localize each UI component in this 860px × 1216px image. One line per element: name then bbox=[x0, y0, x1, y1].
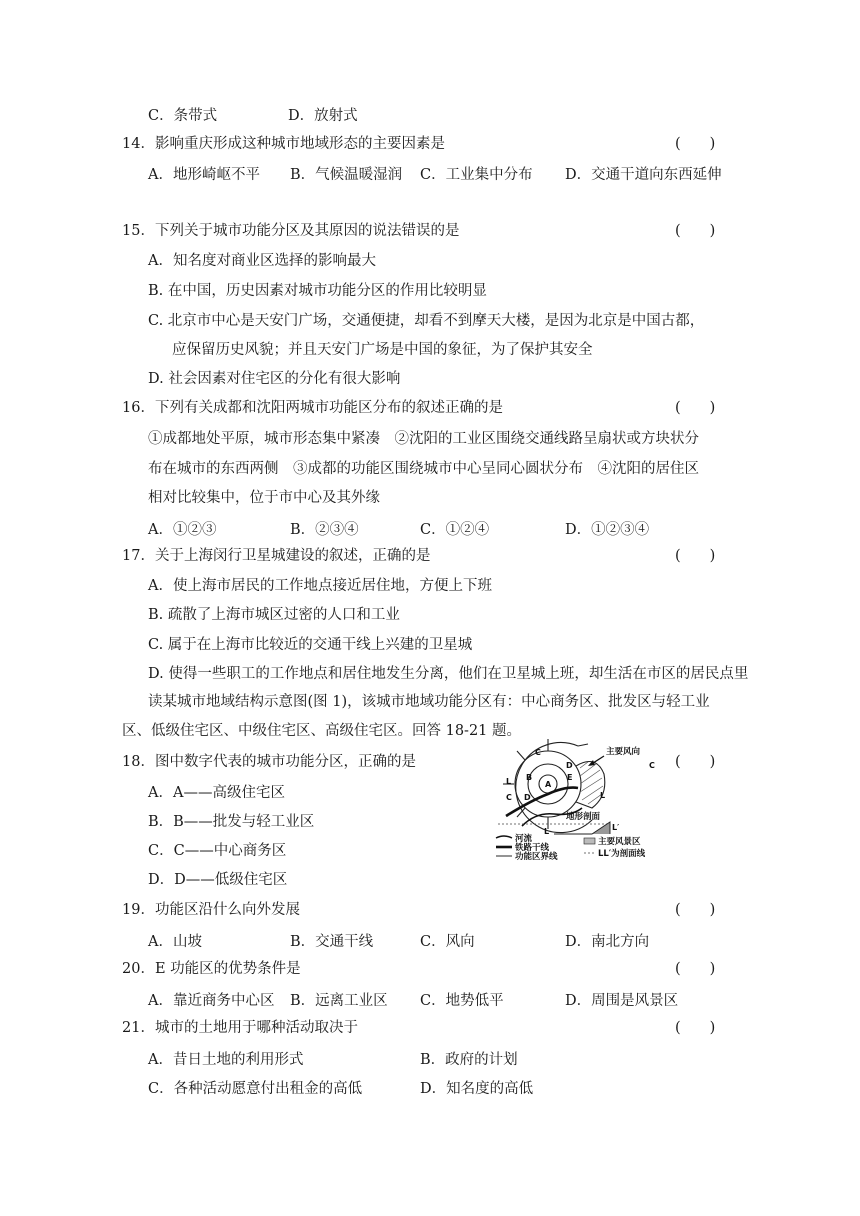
q16-stem: 16．下列有关成都和沈阳两城市功能区分布的叙述正确的是 bbox=[122, 400, 503, 416]
city-structure-figure bbox=[492, 738, 674, 864]
zone-label-d: D bbox=[524, 793, 531, 802]
q21-options-row2 bbox=[148, 1077, 533, 1098]
q19-options bbox=[148, 930, 649, 951]
wind-arrow-head bbox=[588, 760, 595, 766]
q16-option-b: B．②③④ bbox=[290, 522, 359, 538]
q21-stem: 21．城市的土地用于哪种活动取决于 bbox=[122, 1020, 358, 1036]
q18-answer-blank: ( ) bbox=[675, 754, 716, 770]
q15-answer-blank: ( ) bbox=[675, 223, 716, 239]
q16-statement-line2: 布在城市的东西两侧 ③成都的功能区围绕城市中心呈同心圆状分布 ④沈阳的居住区 bbox=[148, 461, 699, 477]
q16-option-c: C．①②④ bbox=[420, 522, 490, 538]
q13-option-d: D．放射式 bbox=[288, 108, 358, 124]
q21-answer-blank: ( ) bbox=[675, 1020, 716, 1036]
q13-option-c: C．条带式 bbox=[148, 108, 218, 124]
zone-label-d-upper: D bbox=[566, 761, 573, 770]
q19-answer-blank: ( ) bbox=[675, 902, 716, 918]
q20-options bbox=[148, 989, 678, 1010]
profile-mark-l2: L′ bbox=[612, 823, 620, 832]
q16-statement-line3: 相对比较集中，位于市中心及其外缘 bbox=[148, 490, 380, 506]
q14-stem: 14．影响重庆形成这种城市地域形态的主要因素是 bbox=[122, 136, 445, 152]
q18-option-d: D．D——低级住宅区 bbox=[148, 872, 288, 888]
q16-option-d: D．①②③④ bbox=[565, 522, 650, 538]
q18-option-c: C．C——中心商务区 bbox=[148, 843, 287, 859]
q15-option-b: B. 在中国，历史因素对城市功能分区的作用比较明显 bbox=[148, 283, 487, 299]
q19-option-b: B．交通干线 bbox=[290, 934, 374, 950]
q15-option-a: A．知名度对商业区选择的影响最大 bbox=[148, 253, 376, 269]
q18-option-b: B．B——批发与轻工业区 bbox=[148, 814, 315, 830]
zone-label-e: E bbox=[567, 773, 573, 782]
legend-rail-label: 铁路干线 bbox=[515, 843, 550, 853]
q16-options bbox=[148, 518, 649, 539]
intro-line1: 读某城市地域结构示意图(图 1)，该城市地域功能分区有：中心商务区、批发区与轻工业 bbox=[148, 694, 710, 710]
q17-answer-blank: ( ) bbox=[675, 548, 716, 564]
q15-option-c-line2: 应保留历史风貌；并且天安门广场是中国的象征，为了保护其安全 bbox=[172, 342, 593, 358]
legend-scenic-symbol bbox=[584, 838, 595, 844]
q20-option-b: B．远离工业区 bbox=[290, 993, 388, 1009]
mark-l-upper: L bbox=[506, 777, 512, 786]
label-main-wind: 主要风向 bbox=[606, 747, 641, 757]
q19-stem: 19．功能区沿什么向外发展 bbox=[122, 902, 300, 918]
q17-option-b: B. 疏散了上海市城区过密的人口和工业 bbox=[148, 607, 400, 623]
q19-option-a: A．山坡 bbox=[148, 934, 202, 950]
q18-option-a: A．A——高级住宅区 bbox=[148, 785, 285, 801]
q17-option-a: A．使上海市居民的工作地点接近居住地，方便上下班 bbox=[148, 578, 492, 594]
q16-statement-line1: ①成都地处平原，城市形态集中紧凑 ②沈阳的工业区围绕交通线路呈扇状或方块状分 bbox=[148, 431, 699, 447]
q16-option-a: A．①②③ bbox=[148, 522, 217, 538]
intro-line2: 区、低级住宅区、中级住宅区、高级住宅区。回答 18-21 题。 bbox=[122, 723, 522, 739]
legend-section-label: LL′为剖面线 bbox=[598, 849, 646, 859]
q20-option-c: C．地势低平 bbox=[420, 993, 504, 1009]
q20-answer-blank: ( ) bbox=[675, 961, 716, 977]
q19-option-c: C．风向 bbox=[420, 934, 475, 950]
q16-answer-blank: ( ) bbox=[675, 400, 716, 416]
q14-option-c: C．工业集中分布 bbox=[420, 167, 533, 183]
q21-options-row1 bbox=[148, 1048, 518, 1069]
q14-option-d: D．交通干道向东西延伸 bbox=[565, 167, 722, 183]
q21-option-c: C．各种活动愿意付出租金的高低 bbox=[148, 1081, 363, 1097]
label-terrain-section: 地形剖面 bbox=[566, 812, 601, 822]
legend-river-symbol bbox=[496, 836, 512, 838]
zone-label-c-outer: C bbox=[649, 761, 655, 770]
q21-option-d: D．知名度的高低 bbox=[420, 1081, 534, 1097]
zone-label-c: C bbox=[535, 748, 541, 757]
q14-answer-blank: ( ) bbox=[675, 136, 716, 152]
q14-option-b: B．气候温暖湿润 bbox=[290, 167, 403, 183]
legend-boundary-label: 功能区界线 bbox=[515, 852, 558, 862]
q17-stem: 17．关于上海闵行卫星城建设的叙述，正确的是 bbox=[122, 548, 431, 564]
q15-option-c-line1: C. 北京市中心是天安门广场，交通便捷，却看不到摩天大楼，是因为北京是中国古都， bbox=[148, 313, 705, 329]
q17-option-d: D. 使得一些职工的工作地点和居住地发生分离，他们在卫星城上班，却生活在市区的居民点里 bbox=[148, 666, 749, 682]
q14-option-a: A．地形崎岖不平 bbox=[148, 167, 260, 183]
zone-label-b: B bbox=[526, 773, 533, 782]
zone-label-c-left: C bbox=[506, 793, 512, 802]
q13-options bbox=[148, 104, 358, 125]
q15-option-d: D. 社会因素对住宅区的分化有很大影响 bbox=[148, 371, 401, 387]
q18-stem: 18．图中数字代表的城市功能分区，正确的是 bbox=[122, 754, 416, 770]
q20-option-a: A．靠近商务中心区 bbox=[148, 993, 275, 1009]
profile-mark-l: L bbox=[544, 827, 550, 836]
q20-stem: 20．E 功能区的优势条件是 bbox=[122, 961, 301, 977]
q21-option-a: A．昔日土地的利用形式 bbox=[148, 1052, 304, 1068]
legend-river-label: 河流 bbox=[515, 834, 533, 844]
q15-stem: 15．下列关于城市功能分区及其原因的说法错误的是 bbox=[122, 223, 460, 239]
q21-option-b: B．政府的计划 bbox=[420, 1052, 518, 1068]
q14-options bbox=[148, 163, 722, 184]
q20-option-d: D．周围是风景区 bbox=[565, 993, 679, 1009]
q19-option-d: D．南北方向 bbox=[565, 934, 650, 950]
q17-option-c: C. 属于在上海市比较近的交通干线上兴建的卫星城 bbox=[148, 637, 473, 653]
zone-label-a: A bbox=[545, 780, 552, 789]
mark-l-right: L bbox=[600, 791, 606, 800]
legend-scenic-label: 主要风景区 bbox=[598, 837, 641, 847]
